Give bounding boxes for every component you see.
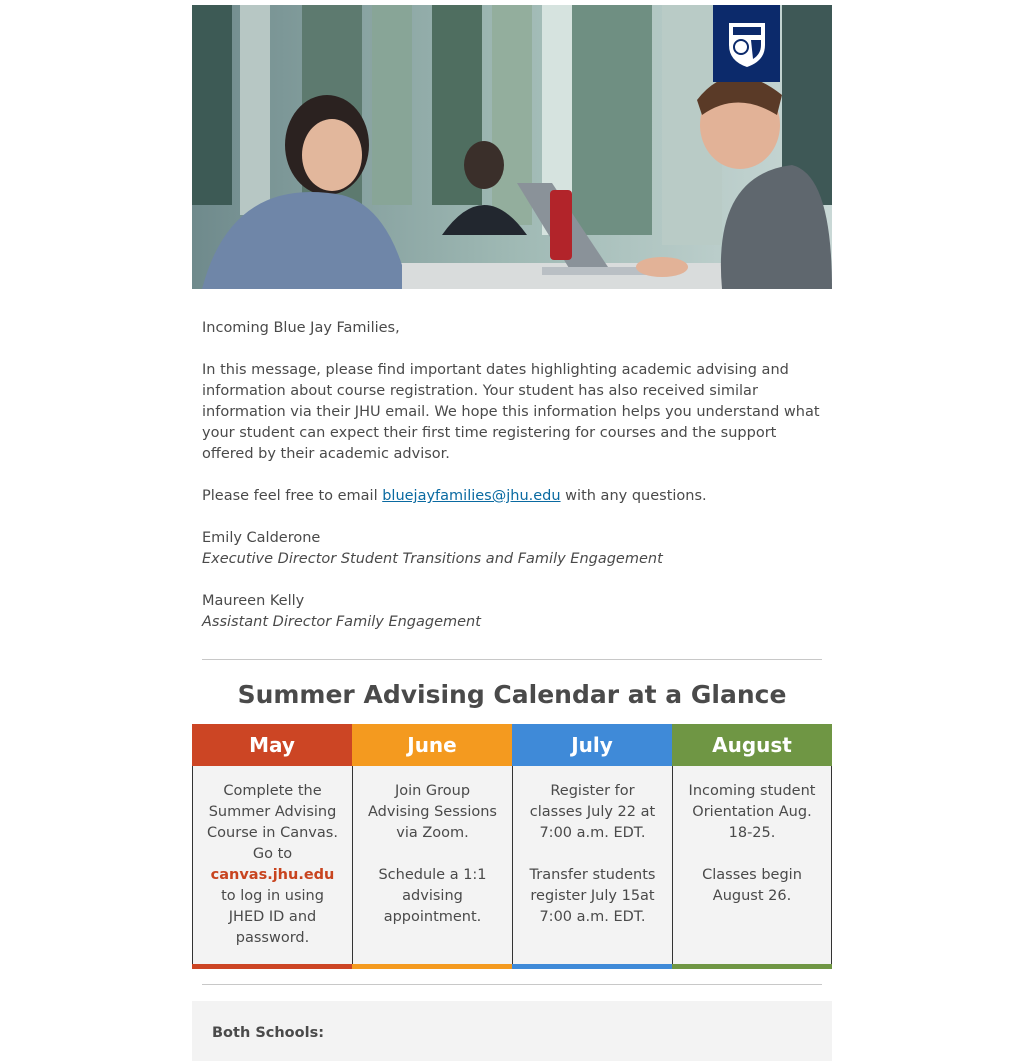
signer-name: Maureen Kelly: [202, 593, 305, 609]
calendar-title: Summer Advising Calendar at a Glance: [237, 680, 787, 709]
hero-image: [192, 5, 832, 289]
contact-after: with any questions.: [560, 488, 707, 504]
email-content: [192, 5, 832, 1061]
month-body: [512, 766, 672, 964]
month-text: Incoming student Orientation Aug. 18-25.: [688, 783, 816, 841]
canvas-link[interactable]: canvas.jhu.edu: [210, 867, 335, 883]
greeting: Incoming Blue Jay Families,: [202, 320, 400, 336]
month-header: August: [672, 724, 832, 766]
calendar-column-june: [352, 724, 512, 969]
calendar-column-august: [672, 724, 832, 969]
month-footer-bar: [192, 964, 352, 969]
spacer: [365, 844, 500, 865]
signer-title: Executive Director Student Transitions and Family Engagement: [202, 551, 663, 567]
letter-body: [192, 289, 832, 633]
intro-paragraph: In this message, please find important dates highlighting academic advising and information about course registration. Your student has also received similar information via their JHU email. We hope this information helps you understand what your student can expect their first time registering for courses and the support offered by their academic advisor.: [202, 362, 820, 462]
divider: [202, 984, 822, 985]
calendar-column-july: [512, 724, 672, 969]
month-header: May: [192, 724, 352, 766]
both-schools-section: [192, 1001, 832, 1061]
signer-name: Emily Calderone: [202, 530, 321, 546]
month-text: Schedule a 1:1 advising appointment.: [378, 867, 487, 925]
month-footer-bar: [512, 964, 672, 969]
month-text: to log in using JHED ID and password.: [221, 888, 324, 946]
section-heading: Both Schools:: [212, 1025, 324, 1041]
email-link[interactable]: bluejayfamilies@jhu.edu: [382, 488, 561, 504]
spacer: [685, 844, 819, 865]
spacer: [525, 844, 660, 865]
contact-before: Please feel free to email: [202, 488, 383, 504]
month-text: Complete the Summer Advising Course in Canvas. Go to: [207, 783, 338, 862]
month-text: Register for classes July 22 at 7:00 a.m. EDT.: [529, 783, 656, 841]
month-footer-bar: [672, 964, 832, 969]
contact-paragraph: [202, 486, 822, 507]
month-text: Transfer students register July 15at 7:00 a.m. EDT.: [529, 867, 656, 925]
month-text: Classes begin August 26.: [702, 867, 802, 904]
month-text: Join Group Advising Sessions via Zoom.: [368, 783, 497, 841]
month-body: [352, 766, 512, 964]
month-body: [672, 766, 832, 964]
calendar-table: [192, 724, 832, 969]
month-body: [192, 766, 352, 964]
calendar-column-may: [192, 724, 352, 969]
jhu-shield-icon: [725, 19, 769, 69]
university-logo[interactable]: [713, 5, 780, 82]
month-header: July: [512, 724, 672, 766]
month-header: June: [352, 724, 512, 766]
signer-title: Assistant Director Family Engagement: [202, 614, 481, 630]
month-footer-bar: [352, 964, 512, 969]
divider: [202, 659, 822, 660]
